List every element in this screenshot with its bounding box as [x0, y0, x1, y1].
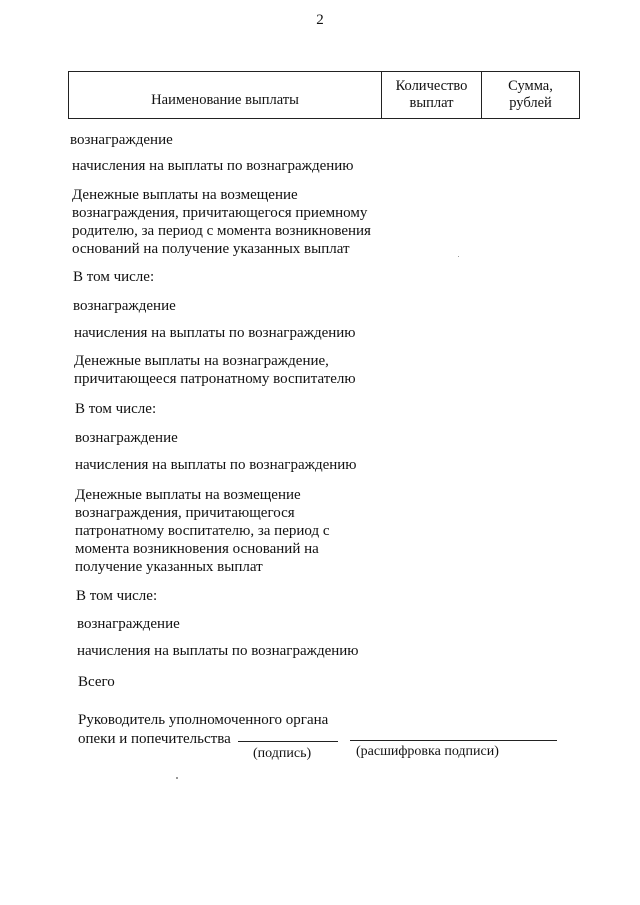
row-remuneration-1: вознаграждение — [70, 132, 173, 148]
signature-caption: (подпись) — [253, 746, 312, 761]
signature-decoding-blank-line — [350, 740, 557, 741]
signature-blank-line — [238, 741, 338, 742]
row-including-3: В том числе: — [76, 588, 158, 604]
column-header-payment-name: Наименование выплаты — [69, 72, 382, 118]
page-number: 2 — [316, 12, 324, 28]
scan-speck — [458, 256, 459, 257]
column-header-sum-rubles: Сумма, рублей — [508, 78, 553, 111]
row-total: Всего — [78, 674, 115, 690]
row-remuneration-2: вознаграждение — [73, 298, 176, 314]
scan-speck — [176, 777, 178, 779]
column-header-payment-count: Количество выплат — [382, 72, 482, 118]
row-remuneration-charges-4: начисления на выплаты по вознаграждению — [77, 643, 359, 659]
row-remuneration-charges-1: начисления на выплаты по вознаграждению — [72, 158, 354, 174]
signature-position-line2: опеки и попечительства — [78, 731, 231, 747]
row-remuneration-charges-2: начисления на выплаты по вознаграждению — [74, 325, 356, 341]
row-patronage-educator-compensation: Денежные выплаты на возмещение вознаграждения, причитающегося патронатному воспитателю, за период с момента возникновения оснований на получение указанных выплат — [75, 487, 330, 575]
row-including-2: В том числе: — [75, 401, 157, 417]
signature-position-line1: Руководитель уполномоченного органа — [78, 712, 329, 728]
row-foster-parent-compensation: Денежные выплаты на возмещение вознаграждения, причитающегося приемному родителю, за период с момента возникновения оснований на получение указанных выплат — [72, 187, 371, 257]
row-remuneration-3: вознаграждение — [75, 430, 178, 446]
row-including-1: В том числе: — [73, 269, 155, 285]
row-remuneration-4: вознаграждение — [77, 616, 180, 632]
signature-decoding-caption: (расшифровка подписи) — [356, 744, 499, 759]
payments-table-header — [68, 71, 580, 119]
row-remuneration-charges-3: начисления на выплаты по вознаграждению — [75, 457, 357, 473]
row-patronage-educator-remuneration: Денежные выплаты на вознаграждение, причитающееся патронатному воспитателю — [74, 353, 356, 387]
